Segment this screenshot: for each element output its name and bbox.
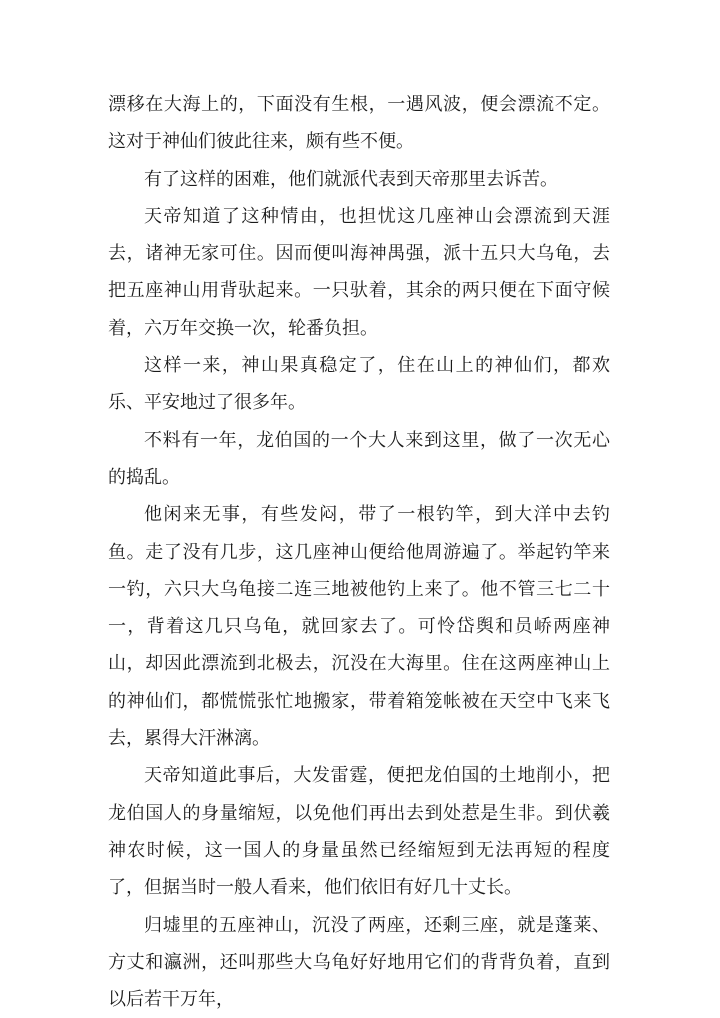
- document-body: [108, 86, 610, 1018]
- paragraph-3: 天帝知道了这种情由，也担忧这几座神山会漂流到天涯去，诸神无家可住。因而便叫海神禺强，派十五只大乌龟，去把五座神山用背驮起来。一只驮着，其余的两只便在下面守候着，六万年交换一次，轮番负担。: [108, 205, 610, 339]
- paragraph-2: 有了这样的困难，他们就派代表到天帝那里去诉苦。: [144, 168, 558, 190]
- paragraph-8: 归墟里的五座神山，沉没了两座，还剩三座，就是蓬莱、方丈和瀛洲，还叫那些大乌龟好好地用它们的背背负着，直到以后若干万年，: [108, 914, 610, 1011]
- paragraph-4: 这样一来，神山果真稳定了，住在山上的神仙们，都欢乐、平安地过了很多年。: [108, 355, 610, 414]
- paragraph-6: 他闲来无事，有些发闷，带了一根钓竿，到大洋中去钓鱼。走了没有几步，这几座神山便给他周游遍了。举起钓竿来一钓，六只大乌龟接二连三地被他钓上来了。他不管三七二十一，背着这几只乌龟，就回家去了。可怜岱舆和员峤两座神山，却因此漂流到北极去，沉没在大海里。住在这两座神山上的神仙们，都慌慌张忙地搬家，带着箱笼帐被在天空中飞来飞去，累得大汗淋漓。: [108, 504, 610, 750]
- paragraph-7: 天帝知道此事后，大发雷霆，便把龙伯国的土地削小，把龙伯国人的身量缩短，以免他们再出去到处惹是生非。到伏羲神农时候，这一国人的身量虽然已经缩短到无法再短的程度了，但据当时一般人看来，他们依旧有好几十丈长。: [108, 765, 610, 899]
- paragraph-1: 漂移在大海上的，下面没有生根，一遇风波，便会漂流不定。这对于神仙们彼此往来，颇有些不便。: [108, 94, 610, 153]
- paragraph-5: 不料有一年，龙伯国的一个大人来到这里，做了一次无心的捣乱。: [108, 429, 610, 488]
